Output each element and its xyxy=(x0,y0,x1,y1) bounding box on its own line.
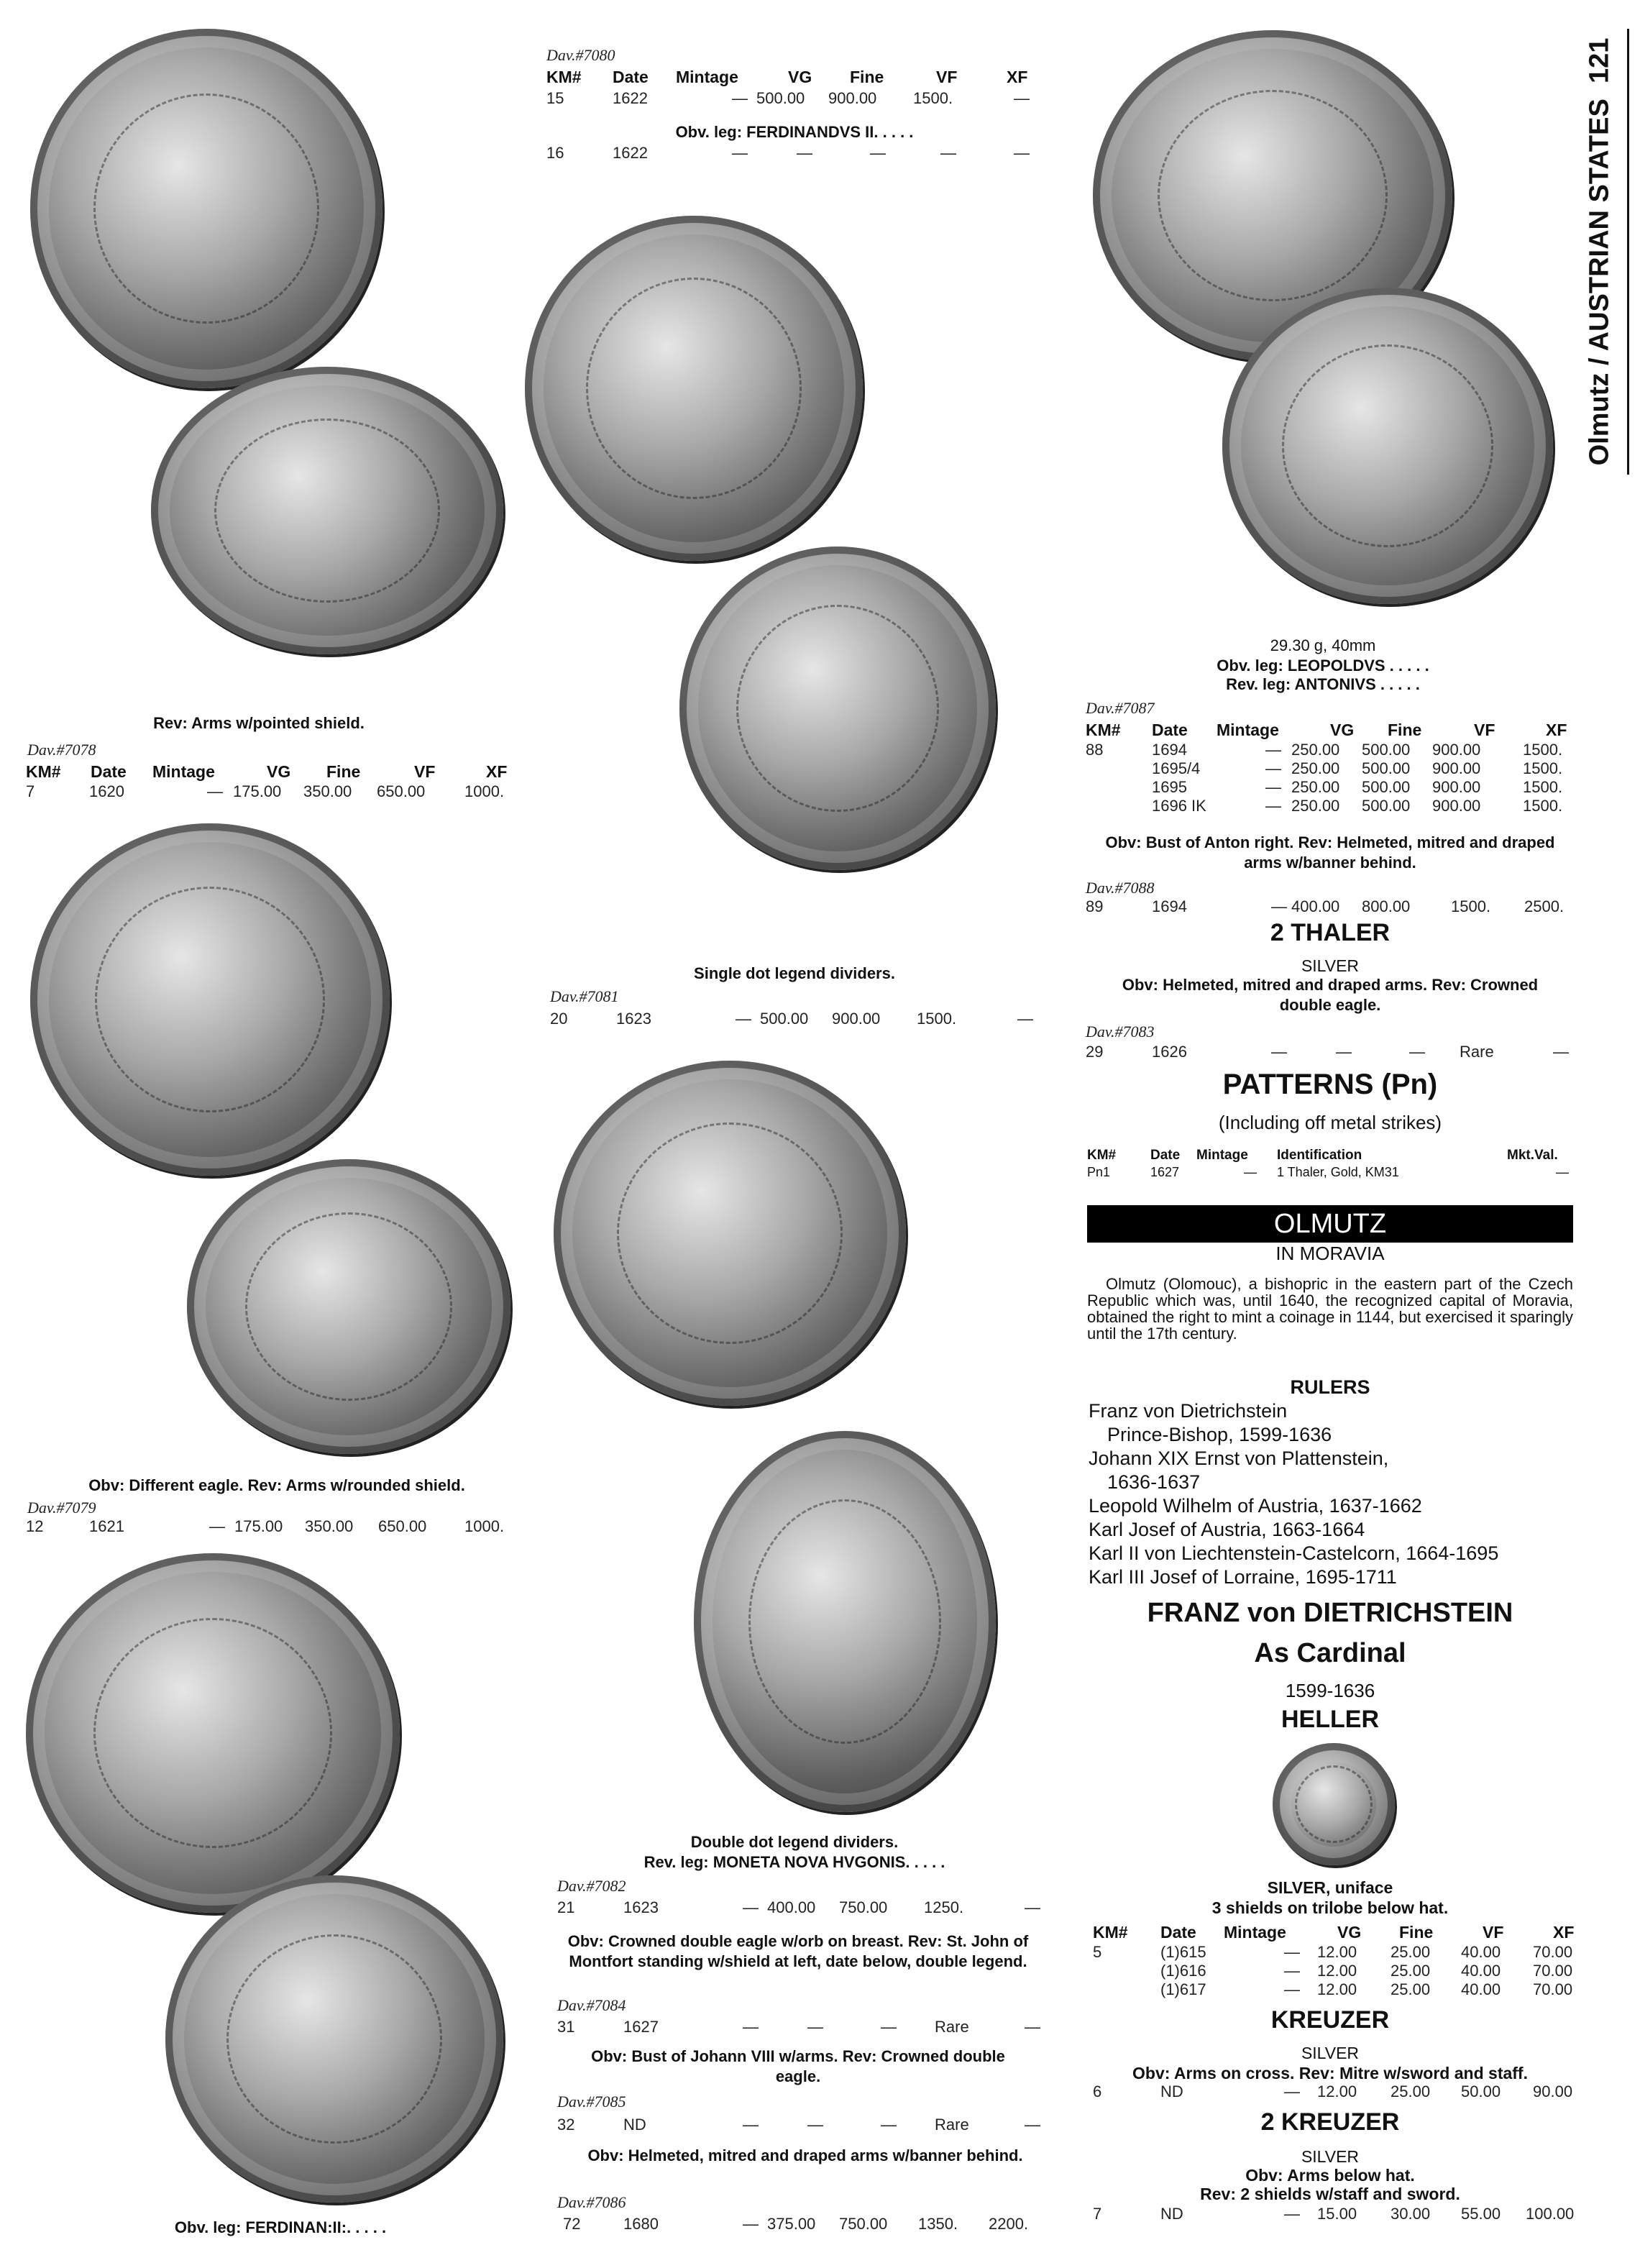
caption-7084: Obv: Crowned double eagle w/orb on breast. Rev: St. John of Montfort standing w/shield at left, date below, double legend. xyxy=(567,1932,1029,1970)
table-cell: 72 xyxy=(563,2215,581,2233)
table-cell: 2200. xyxy=(989,2215,1029,2233)
table-cell: 1622 xyxy=(613,89,648,107)
col-header-mintage: Mintage xyxy=(676,68,738,86)
table-cell: — xyxy=(797,144,812,162)
col-header-km: KM# xyxy=(546,68,582,86)
price-table-7087 xyxy=(1086,721,1575,821)
table-cell: — xyxy=(207,782,223,800)
dav-ref-7082: Dav.#7082 xyxy=(557,1877,626,1895)
table-cell: 1627 xyxy=(1150,1165,1180,1179)
dav-ref-7086: Dav.#7086 xyxy=(557,2193,626,2211)
metal-silver: SILVER xyxy=(1301,956,1360,975)
table-cell: — xyxy=(743,2116,759,2134)
coin-photo-obverse-7078 xyxy=(30,29,382,388)
table-cell: 12.00 xyxy=(1317,1962,1357,1980)
section-title: Olmutz / AUSTRIAN STATES xyxy=(1584,99,1615,466)
table-cell: (1)615 xyxy=(1160,1943,1206,1961)
table-cell: 2500. xyxy=(1524,897,1565,915)
table-cell: — xyxy=(1556,1165,1569,1179)
table-cell: 1000. xyxy=(464,1517,505,1535)
heading-as-cardinal: As Cardinal xyxy=(1254,1638,1406,1668)
table-cell: 900.00 xyxy=(828,89,877,107)
caption-7083: Obv: Helmeted, mitred and draped arms. Rev: Crowned double eagle. xyxy=(1122,976,1539,1014)
table-cell: — xyxy=(743,2215,759,2233)
table-cell: 350.00 xyxy=(303,782,352,800)
two-kreuzer-rev: Rev: 2 shields w/staff and sword. xyxy=(1200,2185,1460,2203)
col-header-vg: VG xyxy=(267,762,291,781)
caption-7082-dividers: Double dot legend dividers. xyxy=(690,1833,899,1851)
patterns-table xyxy=(1087,1148,1573,1184)
table-cell: 1694 xyxy=(1152,741,1187,759)
col-header-fine: Fine xyxy=(1399,1923,1434,1942)
dav-ref-7078: Dav.#7078 xyxy=(27,741,96,759)
table-cell: — xyxy=(209,1517,225,1535)
table-cell: 250.00 xyxy=(1291,797,1340,815)
table-cell: 1250. xyxy=(924,1898,964,1916)
table-cell: — xyxy=(1025,2116,1040,2134)
table-cell: 25.00 xyxy=(1391,2082,1431,2100)
col-header-vf: VF xyxy=(936,68,958,86)
table-cell: Rare xyxy=(935,2018,969,2036)
table-cell: 650.00 xyxy=(377,782,426,800)
table-cell: 1680 xyxy=(623,2215,659,2233)
price-table-7080 xyxy=(546,68,1043,111)
table-cell: (1)616 xyxy=(1160,1962,1206,1980)
table-cell: 900.00 xyxy=(1432,778,1481,796)
heller-metal: SILVER, uniface xyxy=(1267,1878,1393,1897)
ruler-item: Franz von Dietrichstein xyxy=(1089,1400,1288,1422)
coin-photo-reverse-7078 xyxy=(151,367,503,654)
two-kreuzer-obv: Obv: Arms below hat. xyxy=(1245,2166,1415,2185)
dav-ref-7088: Dav.#7088 xyxy=(1086,879,1155,897)
table-cell: 29 xyxy=(1086,1043,1104,1061)
col-header-date: Date xyxy=(1150,1148,1181,1163)
coin-photo-reverse-montfort xyxy=(165,1875,503,2203)
col-header-mintage: Mintage xyxy=(152,762,215,781)
table-cell: — xyxy=(1025,2018,1040,2036)
rulers-list xyxy=(1089,1399,1575,1589)
table-cell: 5 xyxy=(1093,1943,1102,1961)
table-cell: — xyxy=(1271,897,1287,915)
price-row-7079 xyxy=(26,1517,522,1539)
ruler-item: Leopold Wilhelm of Austria, 1637-1662 xyxy=(1089,1495,1422,1517)
table-cell: 1000. xyxy=(464,782,505,800)
table-cell: — xyxy=(940,144,956,162)
price-row-2-kreuzer xyxy=(1093,2205,1575,2226)
col-header-xf: XF xyxy=(1553,1923,1575,1942)
caption-obv-leg-ferdinan: Obv. leg: FERDINAN:II:. . . . . xyxy=(174,2218,387,2236)
table-cell: 400.00 xyxy=(767,1898,816,1916)
dav-ref-7079: Dav.#7079 xyxy=(27,1499,96,1517)
col-header-km: KM# xyxy=(1093,1923,1128,1942)
table-cell: 250.00 xyxy=(1291,778,1340,796)
heller-description: 3 shields on trilobe below hat. xyxy=(1211,1898,1449,1917)
heading-kreuzer: KREUZER xyxy=(1270,2006,1390,2034)
table-cell: — xyxy=(1271,1043,1287,1061)
col-header-fine: Fine xyxy=(850,68,884,86)
col-header-vg: VG xyxy=(788,68,812,86)
col-header-identification: Identification xyxy=(1277,1148,1362,1163)
col-header-mkt-val: Mkt.Val. xyxy=(1507,1148,1558,1163)
col-header-mintage: Mintage xyxy=(1196,1148,1248,1163)
table-cell: 350.00 xyxy=(305,1517,354,1535)
coin-photo-obverse-7081 xyxy=(525,216,863,561)
table-cell: 1694 xyxy=(1152,897,1187,915)
table-cell: — xyxy=(807,2018,823,2036)
table-cell: 7 xyxy=(26,782,35,800)
table-cell: 800.00 xyxy=(1362,897,1411,915)
sidebar-rule xyxy=(1627,29,1629,475)
rulers-heading: RULERS xyxy=(1290,1376,1370,1398)
price-row-7083 xyxy=(1086,1043,1575,1064)
table-cell: 88 xyxy=(1086,741,1104,759)
caption-7078: Rev: Arms w/pointed shield. xyxy=(153,714,365,732)
heading-2-thaler: 2 THALER xyxy=(1270,919,1391,946)
page-number: 121 xyxy=(1584,37,1615,84)
table-cell: 250.00 xyxy=(1291,759,1340,777)
table-cell: — xyxy=(1553,1043,1569,1061)
table-cell: 32 xyxy=(557,2116,575,2134)
table-cell: Rare xyxy=(935,2116,969,2134)
table-cell: — xyxy=(1284,2205,1300,2223)
table-cell: 1500. xyxy=(1523,759,1563,777)
table-cell: 1626 xyxy=(1152,1043,1187,1061)
table-cell: — xyxy=(1284,1980,1300,1998)
table-cell: — xyxy=(1265,797,1281,815)
table-cell: 1620 xyxy=(89,782,124,800)
col-header-date: Date xyxy=(1160,1923,1196,1942)
weight-spec: 29.30 g, 40mm xyxy=(1270,636,1376,654)
table-cell: 1500. xyxy=(1451,897,1491,915)
table-cell: — xyxy=(1265,778,1281,796)
in-moravia: IN MORAVIA xyxy=(1275,1243,1385,1264)
table-cell: 70.00 xyxy=(1533,1943,1573,1961)
table-cell: — xyxy=(1336,1043,1352,1061)
table-cell: 750.00 xyxy=(839,1898,888,1916)
table-cell: 12.00 xyxy=(1317,2082,1357,2100)
table-cell: 900.00 xyxy=(1432,797,1481,815)
ruler-item: Karl III Josef of Lorraine, 1695-1711 xyxy=(1089,1566,1397,1588)
olmutz-intro: Olmutz (Olomouc), a bishopric in the eastern part of the Czech Republic which was, until 1640, the recognized capital of Moravia, obtained the right to mint a coinage in 1144, but exercised it sparingly until the 17th century. xyxy=(1087,1275,1573,1343)
coin-photo-obverse-7082 xyxy=(554,1061,906,1406)
table-cell: 750.00 xyxy=(839,2215,888,2233)
table-cell: 15 xyxy=(546,89,564,107)
dav-ref-7084: Dav.#7084 xyxy=(557,1996,626,2014)
table-cell: — xyxy=(732,144,748,162)
table-cell: 31 xyxy=(557,2018,575,2036)
col-header-vf: VF xyxy=(1483,1923,1504,1942)
table-cell: — xyxy=(1284,1962,1300,1980)
table-cell: 25.00 xyxy=(1391,1980,1431,1998)
sidebar-label xyxy=(1585,38,1616,466)
col-header-date: Date xyxy=(91,762,127,781)
table-cell: 650.00 xyxy=(378,1517,427,1535)
table-cell: 175.00 xyxy=(233,782,282,800)
table-cell: — xyxy=(870,144,886,162)
table-cell: 500.00 xyxy=(756,89,805,107)
col-header-xf: XF xyxy=(1007,68,1028,86)
col-header-mintage: Mintage xyxy=(1217,721,1279,739)
ruler-item: Karl Josef of Austria, 1663-1664 xyxy=(1089,1519,1365,1540)
table-cell: 25.00 xyxy=(1391,1943,1431,1961)
dav-ref-7087: Dav.#7087 xyxy=(1086,699,1155,717)
col-header-fine: Fine xyxy=(326,762,361,781)
patterns-subtitle: (Including off metal strikes) xyxy=(1218,1112,1442,1133)
table-cell: — xyxy=(1025,1898,1040,1916)
two-kreuzer-metal: SILVER xyxy=(1301,2147,1360,2166)
ruler-item: Prince-Bishop, 1599-1636 xyxy=(1107,1424,1332,1445)
table-cell: 6 xyxy=(1093,2082,1102,2100)
caption-obv-leg-16: Obv. leg: FERDINANDVS II. . . . . xyxy=(675,123,914,141)
col-header-mintage: Mintage xyxy=(1224,1923,1286,1942)
col-header-vf: VF xyxy=(1474,721,1495,739)
table-cell: 1695 xyxy=(1152,778,1187,796)
table-cell: 55.00 xyxy=(1461,2205,1501,2223)
table-cell: 250.00 xyxy=(1291,741,1340,759)
table-cell: 500.00 xyxy=(1362,741,1411,759)
dav-ref-7083: Dav.#7083 xyxy=(1086,1023,1155,1041)
price-table-heller xyxy=(1093,1923,1575,2002)
table-cell: 90.00 xyxy=(1533,2082,1573,2100)
table-cell: 1 Thaler, Gold, KM31 xyxy=(1277,1165,1399,1179)
price-row-7082 xyxy=(557,1898,1046,1920)
table-cell: 12 xyxy=(26,1517,44,1535)
table-cell: 40.00 xyxy=(1461,1962,1501,1980)
table-cell: 500.00 xyxy=(1362,797,1411,815)
table-cell: 1695/4 xyxy=(1152,759,1201,777)
caption-7079: Obv: Different eagle. Rev: Arms w/rounded shield. xyxy=(88,1476,465,1494)
table-cell: Rare xyxy=(1460,1043,1494,1061)
table-cell: 50.00 xyxy=(1461,2082,1501,2100)
coin-photo-reverse-7087 xyxy=(1222,288,1553,604)
table-cell: — xyxy=(881,2018,897,2036)
coin-photo-reverse-7079 xyxy=(187,1159,510,1454)
price-row-7088 xyxy=(1086,897,1575,919)
table-cell: 40.00 xyxy=(1461,1943,1501,1961)
ruler-item: 1636-1637 xyxy=(1107,1471,1201,1493)
coin-photo-reverse-7081 xyxy=(679,547,996,870)
table-cell: 1622 xyxy=(613,144,648,162)
table-cell: 15.00 xyxy=(1317,2205,1357,2223)
table-cell: — xyxy=(1265,759,1281,777)
price-row-16 xyxy=(546,144,1043,165)
table-cell: 70.00 xyxy=(1533,1962,1573,1980)
col-header-km: KM# xyxy=(1087,1148,1117,1163)
table-cell: — xyxy=(743,2018,759,2036)
price-row-7081 xyxy=(550,1010,1046,1031)
table-cell: 20 xyxy=(550,1010,568,1028)
caption-7085: Obv: Bust of Johann VIII w/arms. Rev: Crowned double eagle. xyxy=(591,2047,1005,2085)
table-cell: 900.00 xyxy=(1432,759,1481,777)
table-cell: — xyxy=(807,2116,823,2134)
table-cell: 375.00 xyxy=(767,2215,816,2233)
col-header-fine: Fine xyxy=(1388,721,1422,739)
dav-ref-7081: Dav.#7081 xyxy=(550,987,619,1005)
table-cell: — xyxy=(732,89,748,107)
table-cell: 1500. xyxy=(913,89,953,107)
table-cell: 500.00 xyxy=(1362,778,1411,796)
table-cell: — xyxy=(1409,1043,1425,1061)
caption-7086: Obv: Helmeted, mitred and draped arms w/banner behind. xyxy=(587,2146,1023,2164)
price-row-kreuzer xyxy=(1093,2082,1575,2104)
table-cell: 30.00 xyxy=(1391,2205,1431,2223)
heading-franz-von-dietrichstein: FRANZ von DIETRICHSTEIN xyxy=(1147,1598,1513,1628)
section-sidebar xyxy=(1567,29,1632,475)
table-cell: Pn1 xyxy=(1087,1165,1111,1179)
coin-photo-obverse-7079 xyxy=(30,823,390,1176)
table-cell: 1623 xyxy=(623,1898,659,1916)
ruler-item: Karl II von Liechtenstein-Castelcorn, 1664-1695 xyxy=(1089,1542,1499,1564)
col-header-km: KM# xyxy=(1086,721,1121,739)
kreuzer-metal: SILVER xyxy=(1301,2044,1360,2062)
rev-leg-antonivs: Rev. leg: ANTONIVS . . . . . xyxy=(1226,675,1420,693)
coin-photo-heller xyxy=(1273,1743,1395,1865)
table-cell: 900.00 xyxy=(1432,741,1481,759)
table-cell: 1621 xyxy=(89,1517,124,1535)
table-cell: 1500. xyxy=(1523,741,1563,759)
years-1599-1636: 1599-1636 xyxy=(1285,1680,1375,1701)
table-cell: — xyxy=(743,1898,759,1916)
table-cell: 1500. xyxy=(1523,778,1563,796)
price-row-7086 xyxy=(557,2215,1053,2236)
col-header-xf: XF xyxy=(1546,721,1567,739)
dav-ref-7085: Dav.#7085 xyxy=(557,2093,626,2111)
table-cell: 1350. xyxy=(918,2215,958,2233)
heading-2-kreuzer: 2 KREUZER xyxy=(1260,2108,1400,2136)
table-cell: 89 xyxy=(1086,897,1104,915)
table-cell: 21 xyxy=(557,1898,575,1916)
table-cell: ND xyxy=(1160,2082,1183,2100)
table-cell: 1627 xyxy=(623,2018,659,2036)
price-row-7085 xyxy=(557,2116,1046,2137)
table-cell: 12.00 xyxy=(1317,1980,1357,1998)
table-cell: — xyxy=(1284,2082,1300,2100)
table-cell: 100.00 xyxy=(1526,2205,1575,2223)
heading-patterns: PATTERNS (Pn) xyxy=(1222,1069,1438,1100)
table-cell: — xyxy=(1284,1943,1300,1961)
table-cell: 500.00 xyxy=(760,1010,809,1028)
table-cell: — xyxy=(1244,1165,1257,1179)
col-header-date: Date xyxy=(613,68,649,86)
table-cell: 1500. xyxy=(917,1010,957,1028)
table-cell: ND xyxy=(623,2116,646,2134)
table-cell: 175.00 xyxy=(234,1517,283,1535)
table-cell: — xyxy=(736,1010,751,1028)
table-cell: 1696 IK xyxy=(1152,797,1206,815)
table-cell: ND xyxy=(1160,2205,1183,2223)
table-cell: 25.00 xyxy=(1391,1962,1431,1980)
dav-ref-7080: Dav.#7080 xyxy=(546,46,615,64)
table-cell: (1)617 xyxy=(1160,1980,1206,1998)
col-header-km: KM# xyxy=(26,762,61,781)
caption-7088: Obv: Bust of Anton right. Rev: Helmeted, mitred and draped arms w/banner behind. xyxy=(1105,833,1555,872)
kreuzer-description: Obv: Arms on cross. Rev: Mitre w/sword and staff. xyxy=(1132,2064,1528,2082)
coin-photo-obverse-ferdinand xyxy=(26,1553,400,1913)
col-header-vg: VG xyxy=(1337,1923,1362,1942)
table-cell: 500.00 xyxy=(1362,759,1411,777)
heading-heller: HELLER xyxy=(1281,1706,1379,1733)
table-cell: — xyxy=(1014,144,1030,162)
table-cell: 70.00 xyxy=(1533,1980,1573,1998)
col-header-xf: XF xyxy=(486,762,508,781)
table-cell: 1623 xyxy=(616,1010,651,1028)
obv-leg-leopoldvs: Obv. leg: LEOPOLDVS . . . . . xyxy=(1217,657,1429,675)
olmutz-banner: OLMUTZ xyxy=(1087,1205,1573,1243)
price-row-7084 xyxy=(557,2018,1046,2039)
caption-7081: Single dot legend dividers. xyxy=(694,964,895,982)
table-cell: — xyxy=(1265,741,1281,759)
table-cell: 400.00 xyxy=(1291,897,1340,915)
col-header-vf: VF xyxy=(414,762,436,781)
table-cell: 900.00 xyxy=(832,1010,881,1028)
table-cell: — xyxy=(881,2116,897,2134)
table-cell: 12.00 xyxy=(1317,1943,1357,1961)
table-cell: 7 xyxy=(1093,2205,1102,2223)
coin-photo-reverse-7082 xyxy=(694,1431,996,1812)
caption-7082-rev-leg: Rev. leg: MONETA NOVA HVGONIS. . . . . xyxy=(643,1853,945,1871)
table-cell: 40.00 xyxy=(1461,1980,1501,1998)
table-cell: — xyxy=(1017,1010,1033,1028)
table-cell: 16 xyxy=(546,144,564,162)
col-header-date: Date xyxy=(1152,721,1188,739)
table-cell: 1500. xyxy=(1523,797,1563,815)
col-header-vg: VG xyxy=(1330,721,1355,739)
price-table-7078 xyxy=(26,761,515,804)
ruler-item: Johann XIX Ernst von Plattenstein, xyxy=(1089,1448,1389,1469)
table-cell: — xyxy=(1014,89,1030,107)
